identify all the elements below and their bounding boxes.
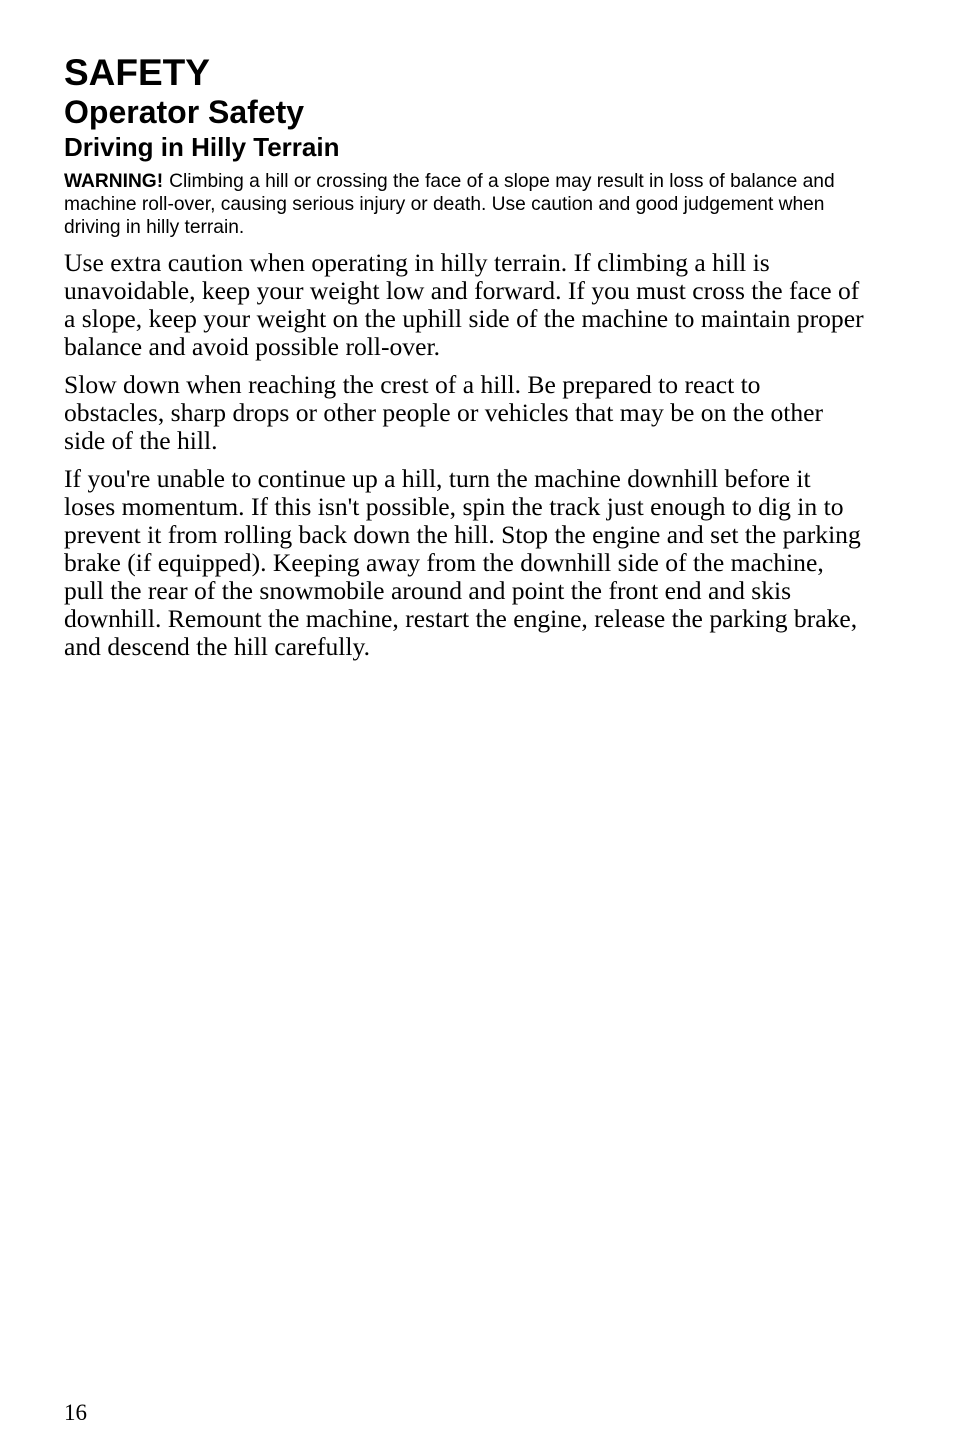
warning-text: Climbing a hill or crossing the face of a slope may result in loss of balance and machine roll-over, causing serious injury or death. Use caution and good judgement when driving in hilly terrain. xyxy=(64,171,835,238)
warning-block xyxy=(64,170,864,239)
page-content xyxy=(64,52,864,671)
body-paragraph: If you're unable to continue up a hill, turn the machine downhill before it loses momentum. If this isn't possible, spin the track just enough to dig in to prevent it from rolling back down the hill. Stop the engine and set the parking brake (if equipped). Keeping away from the downhill side of the machine, pull the rear of the snowmobile around and point the front end and skis downhill. Remount the machine, restart the engine, release the parking brake, and descend the hill carefully. xyxy=(64,464,861,661)
body-paragraph: Slow down when reaching the crest of a hill. Be prepared to react to obstacles, sharp drops or other people or vehicles that may be on the other side of the hill. xyxy=(64,370,824,455)
subsection-title: Operator Safety xyxy=(64,94,305,130)
body-paragraph: Use extra caution when operating in hilly terrain. If climbing a hill is unavoidable, keep your weight low and forward. If you must cross the face of a slope, keep your weight on the uphill side of the machine to maintain proper balance and avoid possible roll-over. xyxy=(64,248,864,361)
warning-label: WARNING! xyxy=(64,171,164,192)
page-number: 16 xyxy=(64,1400,87,1425)
topic-title: Driving in Hilly Terrain xyxy=(64,132,340,162)
section-title: SAFETY xyxy=(64,52,210,93)
